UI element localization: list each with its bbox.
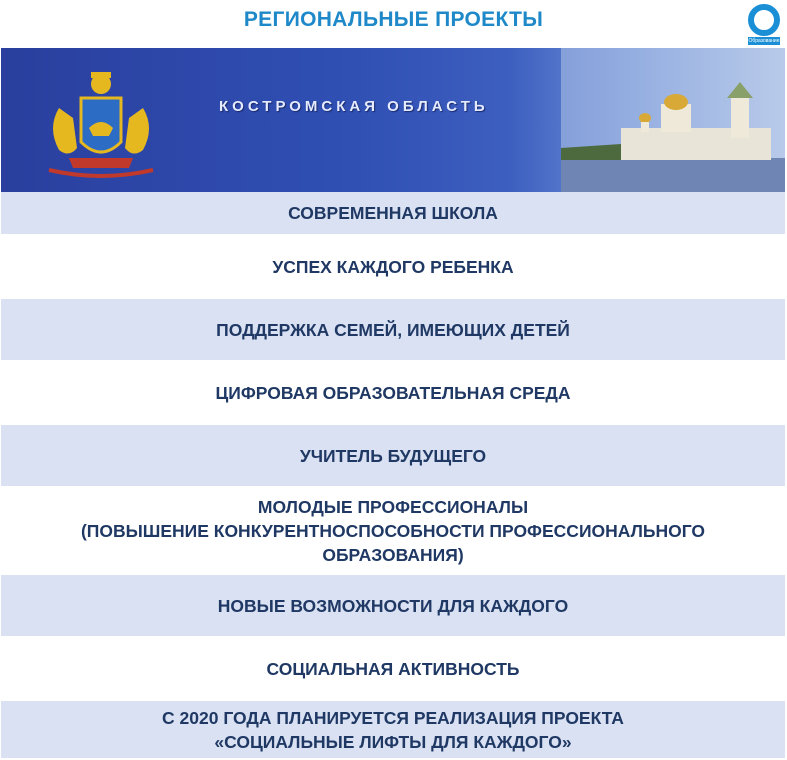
list-item: [1, 575, 785, 638]
coat-of-arms-icon: [29, 58, 173, 184]
list-item: [1, 488, 785, 575]
project-title: УЧИТЕЛЬ БУДУЩЕГО: [299, 445, 487, 466]
list-item: [1, 192, 785, 236]
page-title: РЕГИОНАЛЬНЫЕ ПРОЕКТЫ: [243, 8, 544, 31]
logo-caption: Образование: [748, 38, 780, 44]
list-item: [1, 299, 785, 362]
project-title: УСПЕХ КАЖДОГО РЕБЕНКА: [272, 256, 514, 277]
project-title: С 2020 ГОДА ПЛАНИРУЕТСЯ РЕАЛИЗАЦИЯ ПРОЕКТА «СОЦИАЛЬНЫЕ ЛИФТЫ ДЛЯ КАЖДОГО»: [162, 707, 624, 752]
project-title: МОЛОДЫЕ ПРОФЕССИОНАЛЫ (ПОВЫШЕНИЕ КОНКУРЕНТНОСПОСОБНОСТИ ПРОФЕССИОНАЛЬНОГО ОБРАЗОВАНИЯ): [80, 496, 706, 565]
project-list: [1, 192, 785, 760]
project-title: ПОДДЕРЖКА СЕМЕЙ, ИМЕЮЩИХ ДЕТЕЙ: [216, 319, 570, 340]
list-item: [1, 362, 785, 425]
project-title: СОЦИАЛЬНАЯ АКТИВНОСТЬ: [266, 658, 520, 679]
list-item: [1, 638, 785, 701]
project-title: НОВЫЕ ВОЗМОЖНОСТИ ДЛЯ КАЖДОГО: [217, 595, 569, 616]
education-logo: [746, 4, 782, 46]
list-item: [1, 701, 785, 760]
monastery-photo: [561, 48, 785, 192]
logo-ring-icon: [748, 4, 780, 36]
list-item: [1, 236, 785, 299]
region-banner: [1, 48, 785, 192]
project-title: ЦИФРОВАЯ ОБРАЗОВАТЕЛЬНАЯ СРЕДА: [215, 382, 571, 403]
region-name: КОСТРОМСКАЯ ОБЛАСТЬ: [219, 98, 489, 115]
project-title: СОВРЕМЕННАЯ ШКОЛА: [288, 203, 498, 223]
list-item: [1, 425, 785, 488]
